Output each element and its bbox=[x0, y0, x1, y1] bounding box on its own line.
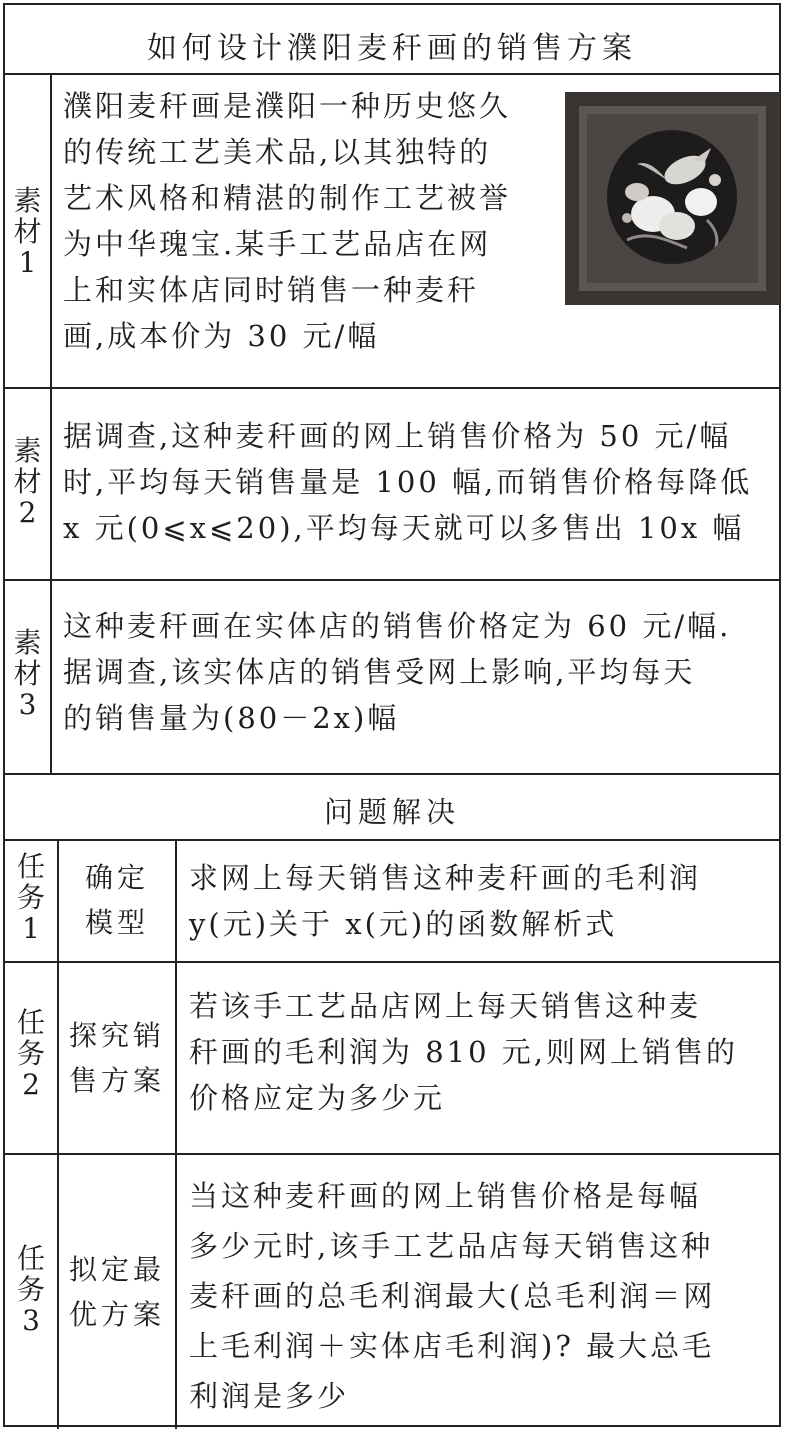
task-3-line: 当这种麦秆画的网上销售价格是每幅 bbox=[189, 1179, 702, 1213]
material-1-text bbox=[63, 83, 511, 359]
material-2-label: 素 材 2 bbox=[13, 434, 42, 529]
divider bbox=[5, 579, 779, 581]
task-2-line: 若该手工艺品店网上每天销售这种麦 bbox=[189, 989, 702, 1023]
divider bbox=[5, 839, 779, 841]
task-2-text bbox=[189, 983, 738, 1121]
material-2-line: 据调查,这种麦秆画的网上销售价格为 50 元/幅 bbox=[63, 419, 732, 453]
task-1-name: 确定 模型 bbox=[84, 861, 149, 939]
material-1-line: 为中华瑰宝.某手工艺品店在网 bbox=[63, 227, 492, 261]
material-1-line: 濮阳麦秆画是濮阳一种历史悠久 bbox=[63, 89, 512, 123]
divider bbox=[5, 773, 779, 775]
material-3-text bbox=[63, 603, 731, 741]
material-2-line: 时,平均每天销售量是 100 幅,而销售价格每降低 bbox=[63, 465, 753, 499]
divider bbox=[5, 387, 779, 389]
material-2-text bbox=[63, 413, 752, 551]
material-1-line: 上和实体店同时销售一种麦秆 bbox=[63, 273, 480, 307]
task-1-line: 求网上每天销售这种麦秆画的毛利润 bbox=[189, 861, 702, 895]
task-1-text bbox=[189, 855, 701, 947]
divider bbox=[5, 73, 779, 75]
material-2-line: x 元(0⩽x⩽20),平均每天就可以多售出 10x 幅 bbox=[63, 511, 745, 545]
task-2-label: 任 务 2 bbox=[16, 1006, 45, 1101]
task-3-name: 拟定最 优方案 bbox=[68, 1253, 165, 1331]
material-label-divider bbox=[50, 73, 52, 773]
task-2-name: 探究销 售方案 bbox=[68, 1019, 165, 1097]
divider bbox=[5, 1153, 779, 1155]
problem-table bbox=[3, 3, 781, 1427]
material-1-line: 画,成本价为 30 元/幅 bbox=[63, 319, 380, 353]
task-1-line: y(元)关于 x(元)的函数解析式 bbox=[189, 907, 618, 941]
task-name-divider bbox=[175, 839, 177, 1429]
task-3-line: 麦秆画的总毛利润最大(总毛利润＝网 bbox=[189, 1279, 716, 1313]
divider bbox=[5, 961, 779, 963]
task-2-line: 价格应定为多少元 bbox=[189, 1081, 446, 1115]
material-1-line: 艺术风格和精湛的制作工艺被誉 bbox=[63, 181, 512, 215]
task-3-line: 上毛利润＋实体店毛利润)? 最大总毛 bbox=[189, 1329, 715, 1363]
task-3-line: 多少元时,该手工艺品店每天销售这种 bbox=[189, 1229, 714, 1263]
task-3-line: 利润是多少 bbox=[189, 1379, 350, 1413]
material-3-line: 据调查,该实体店的销售受网上影响,平均每天 bbox=[63, 655, 696, 689]
wheat-straw-painting-image bbox=[565, 92, 780, 305]
material-3-label: 素 材 3 bbox=[13, 626, 42, 721]
task-1-label: 任 务 1 bbox=[16, 850, 45, 945]
material-1-line: 的传统工艺美术品,以其独特的 bbox=[63, 135, 492, 169]
table-title: 如何设计濮阳麦秆画的销售方案 bbox=[147, 31, 637, 66]
material-1-label: 素 材 1 bbox=[13, 184, 42, 279]
task-3-text bbox=[189, 1171, 715, 1421]
section-header: 问题解决 bbox=[323, 795, 460, 829]
task-2-line: 秆画的毛利润为 810 元,则网上销售的 bbox=[189, 1035, 739, 1069]
material-3-line: 的销售量为(80－2x)幅 bbox=[63, 701, 400, 735]
task-3-label: 任 务 3 bbox=[16, 1242, 45, 1337]
material-3-line: 这种麦秆画在实体店的销售价格定为 60 元/幅. bbox=[63, 609, 732, 643]
